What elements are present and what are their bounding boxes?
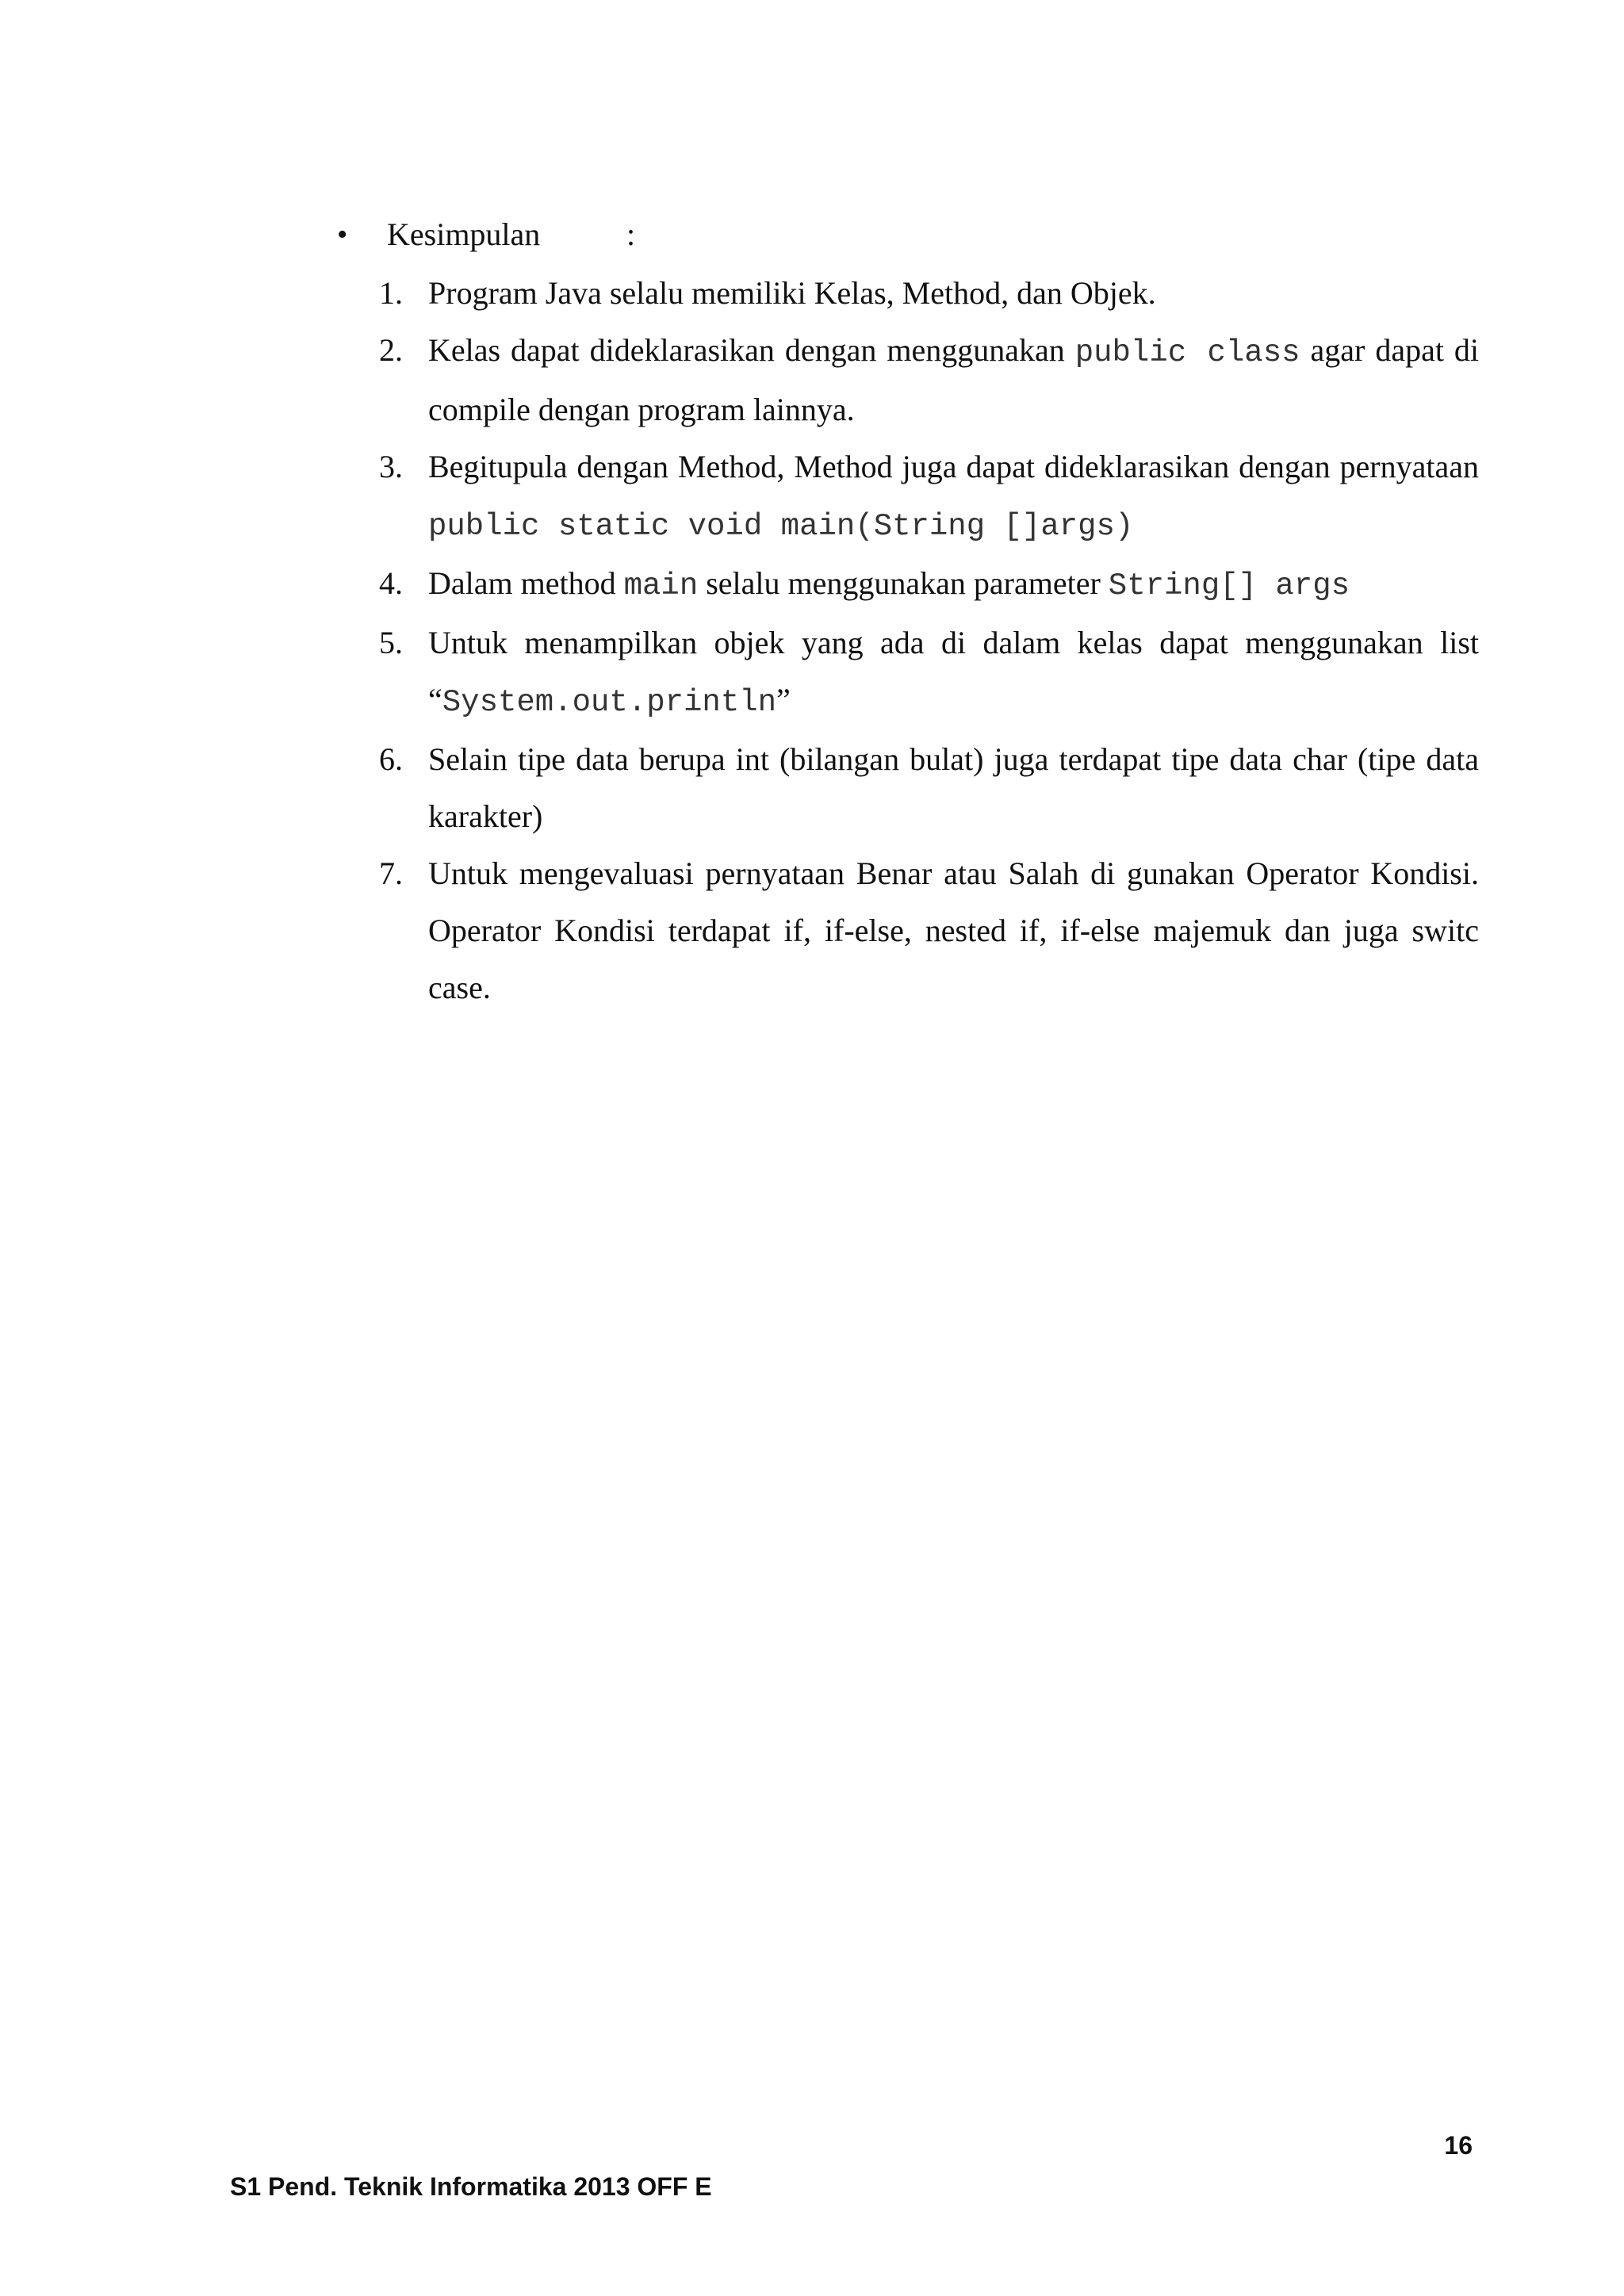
list-item-text: selalu menggunakan parameter — [706, 565, 1101, 601]
summary-section — [337, 208, 1479, 1016]
close-quote: ” — [776, 682, 791, 718]
summary-heading — [337, 208, 1479, 262]
list-item — [337, 438, 1479, 555]
list-item-text: Begitupula dengan Method, Method juga dapat dideklarasikan dengan pernyataan — [428, 449, 1479, 484]
list-item — [337, 265, 1479, 322]
list-item-number: 4. — [379, 565, 403, 601]
list-item-number: 3. — [379, 449, 403, 484]
list-item-number: 7. — [379, 855, 403, 891]
summary-list — [337, 265, 1479, 1016]
list-item-text: Dalam method — [428, 565, 616, 601]
list-item-text: agar dapat di compile dengan program lainnya. — [428, 332, 1480, 427]
code-snippet: String[] args — [1108, 568, 1350, 603]
list-item-text: Program Java selalu memiliki Kelas, Method, dan Objek. — [428, 275, 1156, 311]
list-item — [337, 845, 1479, 1016]
list-item-text: Untuk menampilkan objek yang ada di dalam kelas dapat menggunakan list — [428, 625, 1479, 660]
list-item-number: 1. — [379, 275, 403, 311]
page-footer: S1 Pend. Teknik Informatika 2013 OFF E — [230, 2172, 712, 2201]
code-snippet: public static void main(String []args) — [428, 509, 1134, 544]
list-item — [337, 614, 1479, 731]
list-item-number: 5. — [379, 625, 403, 660]
summary-heading-colon: : — [626, 216, 636, 252]
code-snippet: System.out.println — [442, 685, 777, 720]
code-snippet: main — [623, 568, 699, 603]
list-item-text: Selain tipe data berupa int (bilangan bulat) juga terdapat tipe data char (tipe data karakter) — [428, 741, 1479, 834]
list-item-number: 2. — [379, 332, 403, 368]
list-item-number: 6. — [379, 741, 403, 777]
code-snippet: public class — [1074, 335, 1300, 370]
list-item — [337, 322, 1479, 438]
summary-heading-label: Kesimpulan — [387, 216, 541, 252]
bullet-icon: • — [337, 218, 348, 251]
list-item — [337, 731, 1479, 845]
list-item-text: Kelas dapat dideklarasikan dengan menggunakan — [428, 332, 1065, 368]
page-number: 16 — [1444, 2131, 1473, 2160]
list-item — [337, 555, 1479, 614]
open-quote: “ — [428, 682, 442, 718]
list-item-text: Untuk mengevaluasi pernyataan Benar atau Salah di gunakan Operator Kondisi. Operator Kondisi terdapat if, if-else, nested if, if-else majemuk dan juga switc case. — [428, 855, 1479, 1005]
